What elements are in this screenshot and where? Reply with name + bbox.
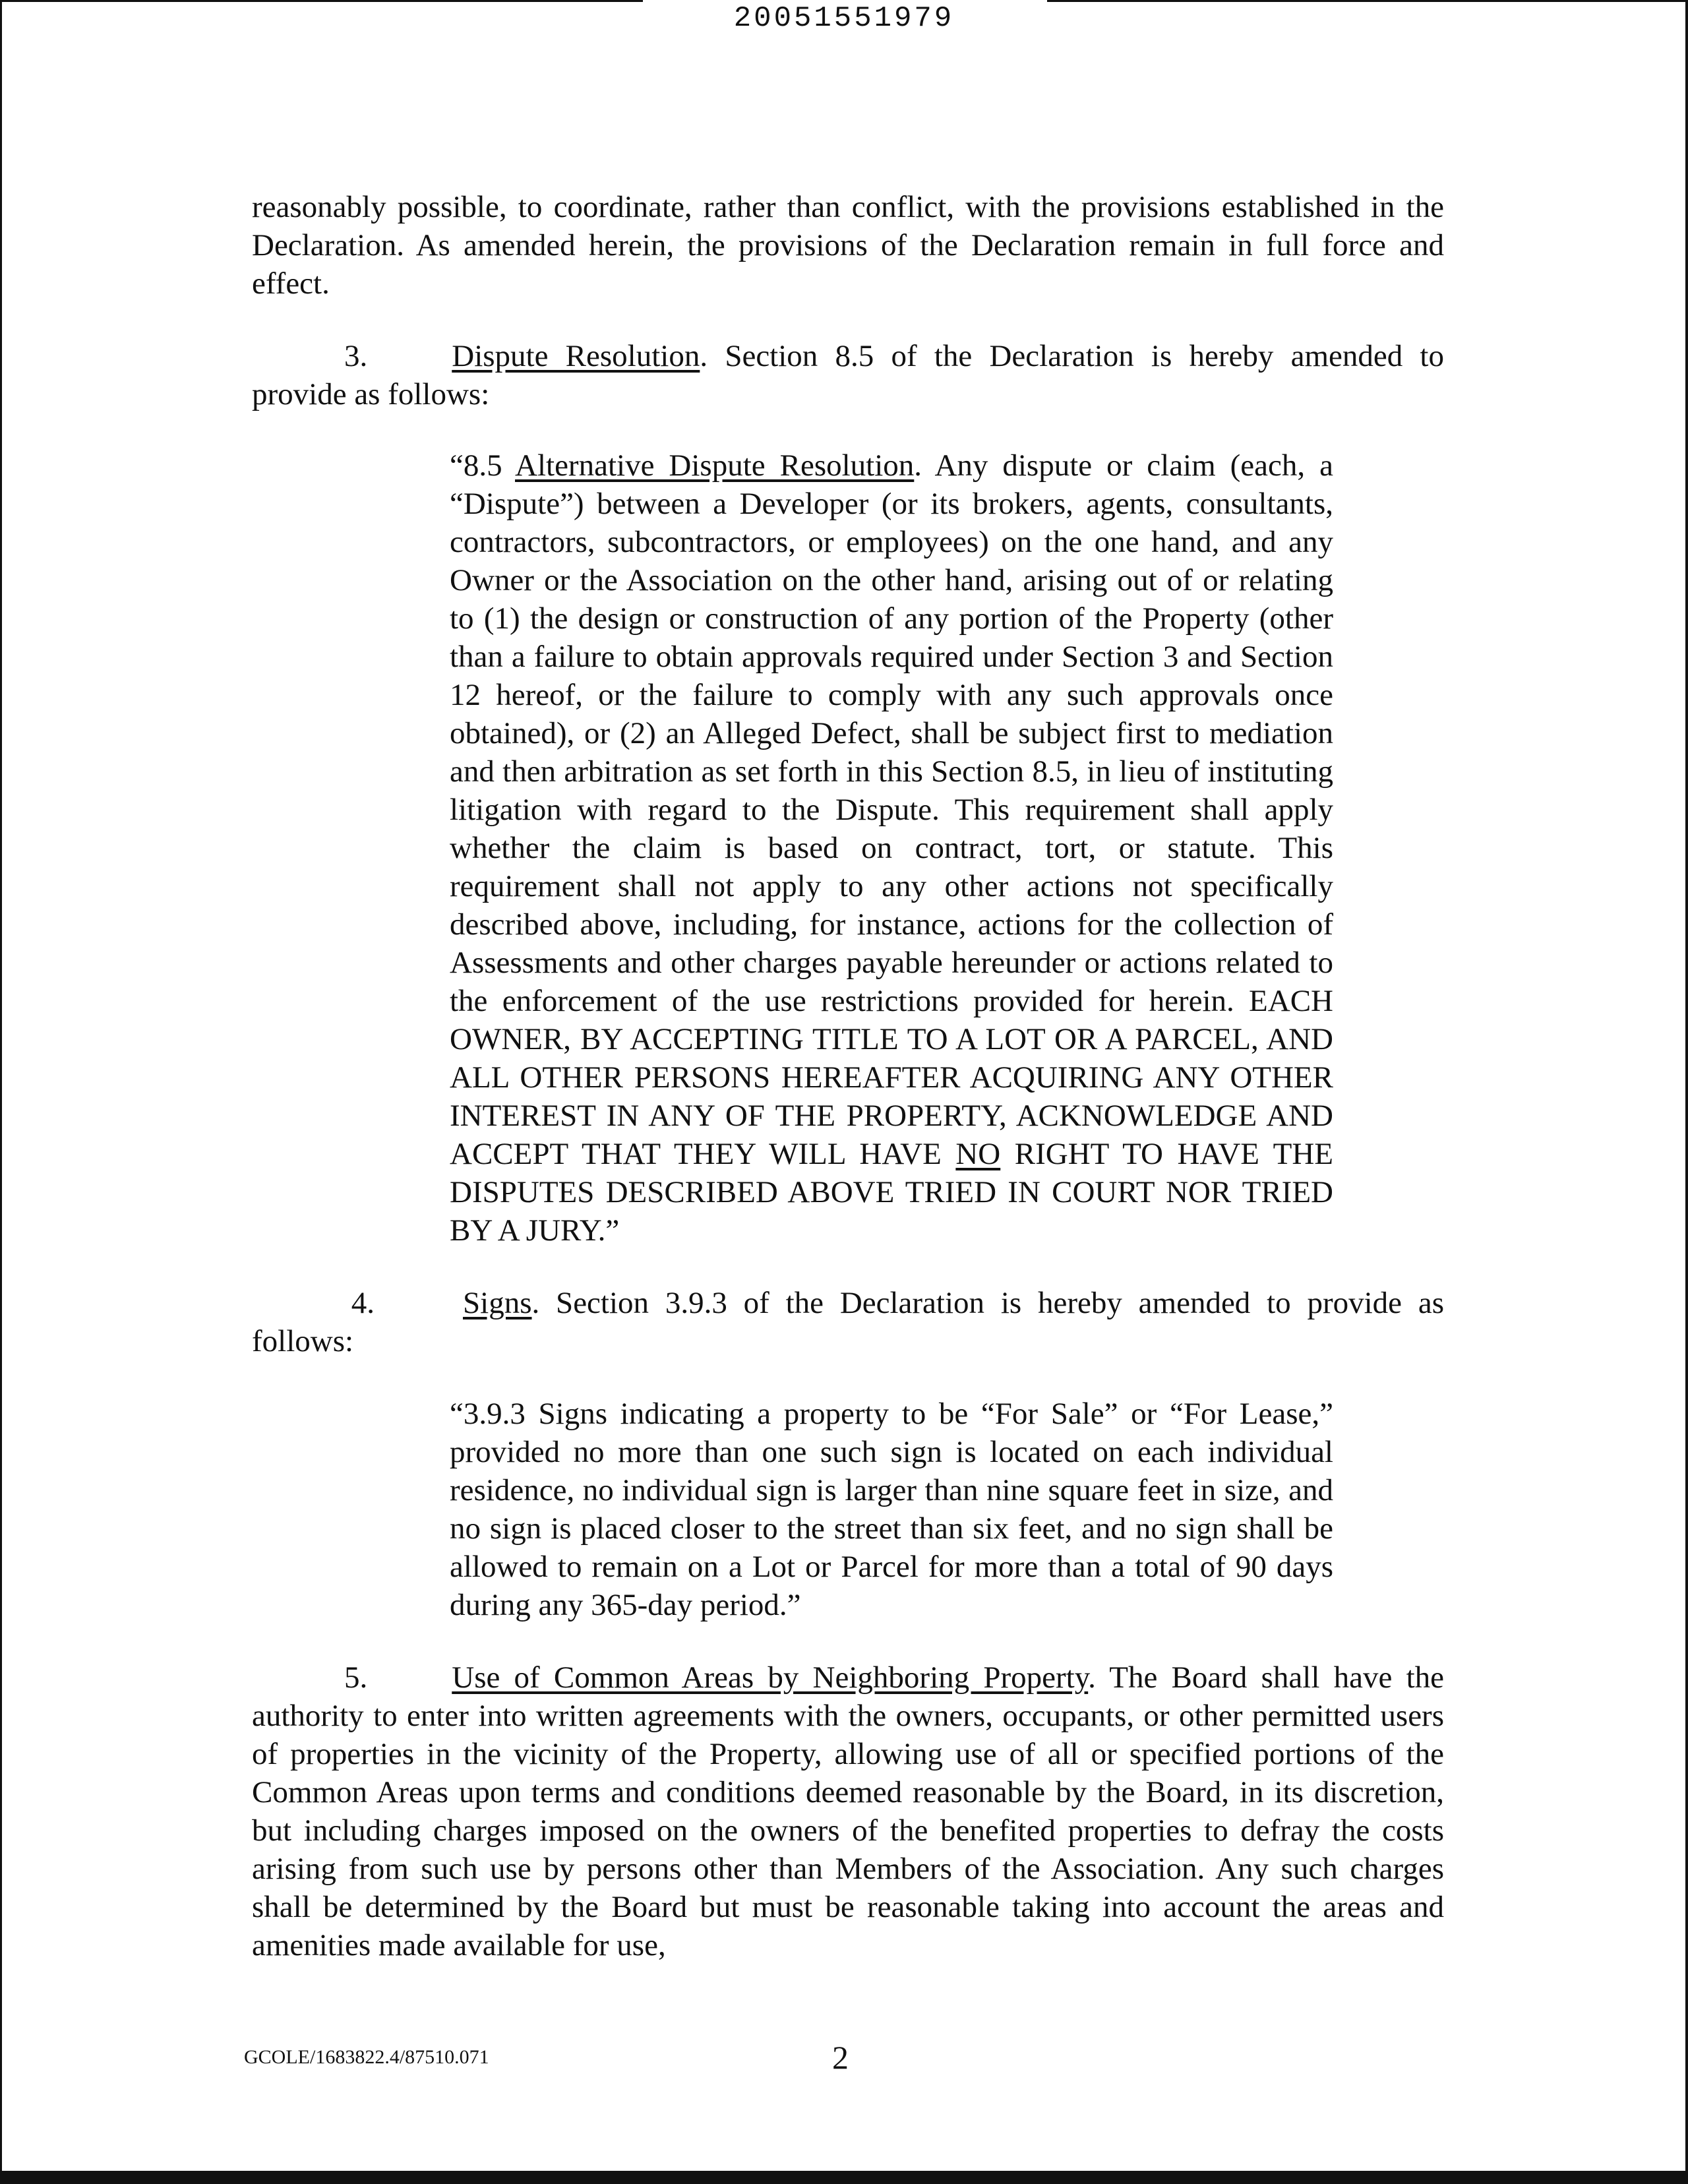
quote-8-5-body-b: RIGHT TO HAVE THE DISPUTES DESCRIBED ABOVE TRIED IN COURT NOR TRIED BY A JURY.” [450,1137,1333,1248]
quote-8-5-heading: Alternative Dispute Resolution [515,448,915,483]
section-5-body: . The Board shall have the authority to enter into written agreements with the owners, occupants, or other permitted users of properties in the vicinity of the Property, allowing use of all or specified portions of the Common Areas upon terms and conditions deemed reasonable by the Board, in its discretion, but including charges imposed on the owners of the benefited properties to defray the costs arising from such use by persons other than Members of the Association. Any such charges shall be determined by the Board but must be reasonable taking into account the areas and amenities made available for use, [252,1660,1444,1962]
section-3-number: 3. [344,339,368,373]
recording-number: 20051551979 [733,2,955,35]
section-3-lead: . Section 8.5 of the Declaration is hereby amended to provide as follows: [252,339,1444,411]
quote-8-5-body-a: . Any dispute or claim (each, a “Dispute”) between a Developer (or its brokers, agents, consultants, contractors, subcontractors, or employees) on the one hand, and any Owner or the Association on the other hand, arising out of or relating to (1) the design or construction of any portion of the Property (other than a failure to obtain approvals required under Section 3 and Section 12 hereof, or the failure to comply with any such approvals once obtained), or (2) an Alleged Defect, shall be subject first to mediation and then arbitration as set forth in this Section 8.5, in lieu of instituting litigation with regard to the Dispute. This requirement shall apply whether the claim is based on contract, tort, or statute. This requirement shall not apply to any other actions not specifically described above, including, for instance, actions for the collection of Assessments and other charges payable hereunder or actions related to the enforcement of the use restrictions provided for herein. EACH OWNER, BY ACCEPTING TITLE TO A LOT OR A PARCEL, AND ALL OTHER PERSONS HEREAFTER ACQUIRING ANY OTHER INTEREST IN ANY OF THE PROPERTY, ACKNOWLEDGE AND ACCEPT THAT THEY WILL HAVE [450,448,1333,1171]
section-4-paragraph [252,1284,1444,1360]
section-8-5-quote [450,446,1333,1250]
quote-8-5-open: “8.5 [450,448,516,483]
section-4-number: 4. [351,1286,375,1320]
quote-8-5-emphasis: NO [955,1137,1001,1171]
section-5-number: 5. [344,1660,368,1695]
section-3-heading: Dispute Resolution [452,339,700,373]
document-page [252,188,1444,1964]
scan-right-edge [1685,0,1688,2184]
scan-bottom-bar [0,2171,1688,2184]
footer-document-id: GCOLE/1683822.4/87510.071 [244,2046,489,2068]
section-4-lead: . Section 3.9.3 of the Declaration is hereby amended to provide as [531,1286,1444,1320]
footer-page-number: 2 [832,2039,849,2076]
scan-left-edge [0,0,2,2184]
section-5-heading: Use of Common Areas by Neighboring Property [452,1660,1089,1695]
section-3-9-3-quote: “3.9.3 Signs indicating a property to be “For Sale” or “For Lease,” provided no more than one such sign is located on each individual residence, no individual sign is larger than nine square feet in size, and no sign is placed closer to the street than six feet, and no sign shall be allowed to remain on a Lot or Parcel for more than a total of 90 days during any 365-day period.” [450,1397,1333,1622]
intro-paragraph: reasonably possible, to coordinate, rather than conflict, with the provisions established in the Declaration. As amended herein, the provisions of the Declaration remain in full force and effect. [252,190,1444,301]
section-4-heading: Signs [463,1286,532,1320]
section-4-lead-cont: follows: [252,1324,354,1358]
section-5-paragraph [252,1658,1444,1964]
section-3-paragraph [252,337,1444,413]
